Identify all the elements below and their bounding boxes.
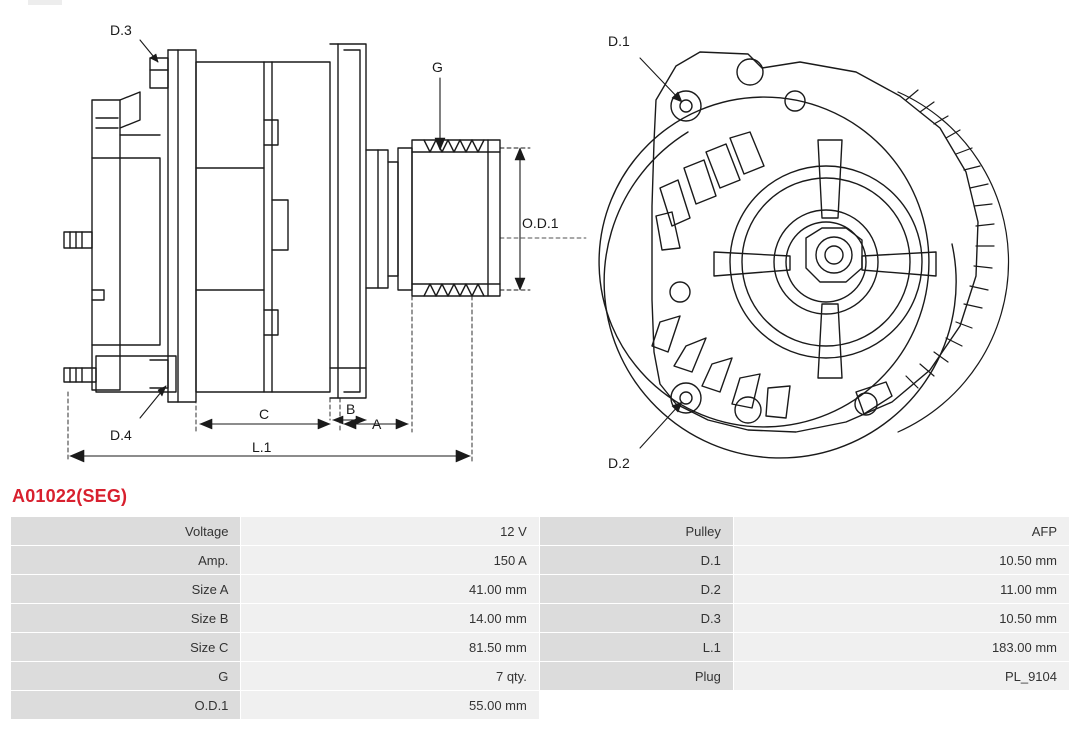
spec-value-2: 10.50 mm: [733, 546, 1069, 575]
label-g: G: [432, 59, 443, 75]
spec-label: Size B: [11, 604, 241, 633]
label-c: C: [259, 406, 270, 422]
label-d1: D.1: [608, 33, 630, 49]
spec-label: Size C: [11, 633, 241, 662]
spec-label: G: [11, 662, 241, 691]
spec-value-2: PL_9104: [733, 662, 1069, 691]
spec-value-2: 11.00 mm: [733, 575, 1069, 604]
spec-label-2: L.1: [539, 633, 733, 662]
table-row: [11, 546, 1070, 575]
label-od1: O.D.1: [522, 215, 559, 231]
spec-value: 14.00 mm: [241, 604, 539, 633]
spec-label-2: D.3: [539, 604, 733, 633]
spec-label: O.D.1: [11, 691, 241, 720]
page-title: A01022(SEG): [12, 486, 128, 506]
spec-value-2: 183.00 mm: [733, 633, 1069, 662]
spec-label-2: Plug: [539, 662, 733, 691]
label-d2: D.2: [608, 455, 630, 471]
spec-label: Amp.: [11, 546, 241, 575]
label-b: B: [346, 401, 356, 417]
spec-value: 150 A: [241, 546, 539, 575]
spec-empty-cell-2: [733, 691, 1069, 720]
specifications-table: [10, 516, 1070, 720]
spec-label-2: D.2: [539, 575, 733, 604]
spec-value: 41.00 mm: [241, 575, 539, 604]
spec-label-2: D.1: [539, 546, 733, 575]
table-row: [11, 517, 1070, 546]
label-d4: D.4: [110, 427, 132, 443]
spec-value: 55.00 mm: [241, 691, 539, 720]
spec-value: 81.50 mm: [241, 633, 539, 662]
spec-value: 12 V: [241, 517, 539, 546]
label-a: A: [372, 416, 382, 432]
spec-label: Voltage: [11, 517, 241, 546]
spec-label: Size A: [11, 575, 241, 604]
spec-value-2: AFP: [733, 517, 1069, 546]
table-row: [11, 691, 1070, 720]
table-row: [11, 662, 1070, 691]
spec-value-2: 10.50 mm: [733, 604, 1069, 633]
table-row: [11, 575, 1070, 604]
spec-empty-cell: [539, 691, 733, 720]
table-row: [11, 604, 1070, 633]
label-d3: D.3: [110, 22, 132, 38]
spec-value: 7 qty.: [241, 662, 539, 691]
spec-label-2: Pulley: [539, 517, 733, 546]
table-row: [11, 633, 1070, 662]
label-l1: L.1: [252, 439, 272, 455]
